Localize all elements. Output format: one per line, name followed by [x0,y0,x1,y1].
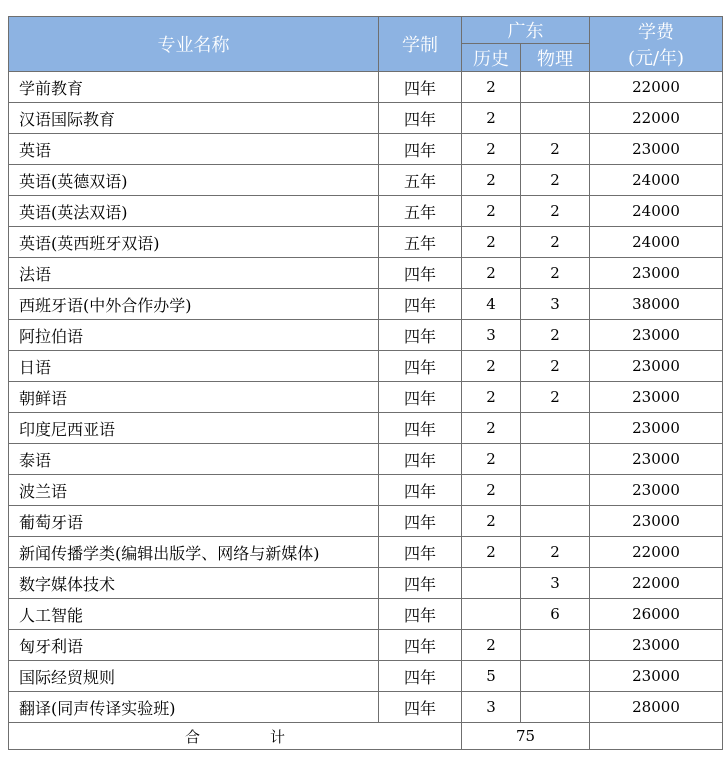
major-name-cell: 英语(英德双语) [9,165,379,196]
duration-cell: 四年 [379,72,462,103]
total-fee-empty [590,723,723,750]
duration-cell: 四年 [379,382,462,413]
header-history: 历史 [462,44,521,72]
fee-cell: 26000 [590,599,723,630]
enrollment-plan-table [8,16,723,750]
major-name-cell: 翻译(同声传译实验班) [9,692,379,723]
table-row [9,227,723,258]
table-row [9,196,723,227]
physics-quota-cell: 2 [521,165,590,196]
major-name-cell: 葡萄牙语 [9,506,379,537]
duration-cell: 四年 [379,134,462,165]
table-header [9,17,723,72]
table-row [9,475,723,506]
table-row [9,289,723,320]
history-quota-cell: 2 [462,537,521,568]
duration-cell: 四年 [379,630,462,661]
history-quota-cell: 2 [462,196,521,227]
history-quota-cell: 2 [462,382,521,413]
fee-cell: 23000 [590,506,723,537]
major-name-cell: 英语 [9,134,379,165]
history-quota-cell: 2 [462,630,521,661]
duration-cell: 五年 [379,227,462,258]
duration-cell: 四年 [379,103,462,134]
duration-cell: 四年 [379,413,462,444]
table-row [9,351,723,382]
history-quota-cell: 2 [462,475,521,506]
major-name-cell: 阿拉伯语 [9,320,379,351]
history-quota-cell: 2 [462,258,521,289]
physics-quota-cell: 2 [521,258,590,289]
fee-cell: 22000 [590,103,723,134]
physics-quota-cell: 2 [521,134,590,165]
duration-cell: 四年 [379,475,462,506]
duration-cell: 四年 [379,258,462,289]
physics-quota-cell [521,692,590,723]
major-name-cell: 朝鲜语 [9,382,379,413]
duration-cell: 四年 [379,320,462,351]
physics-quota-cell: 6 [521,599,590,630]
physics-quota-cell [521,413,590,444]
history-quota-cell [462,599,521,630]
table-row [9,103,723,134]
physics-quota-cell [521,630,590,661]
major-name-cell: 汉语国际教育 [9,103,379,134]
physics-quota-cell: 2 [521,320,590,351]
major-name-cell: 匈牙利语 [9,630,379,661]
table-row [9,258,723,289]
table-row [9,599,723,630]
major-name-cell: 学前教育 [9,72,379,103]
fee-cell: 23000 [590,382,723,413]
table-row [9,320,723,351]
table-row [9,72,723,103]
header-physics: 物理 [521,44,590,72]
physics-quota-cell [521,475,590,506]
history-quota-cell: 2 [462,506,521,537]
table-footer [9,723,723,750]
table-row [9,506,723,537]
physics-quota-cell: 2 [521,537,590,568]
history-quota-cell: 3 [462,320,521,351]
duration-cell: 四年 [379,599,462,630]
physics-quota-cell [521,506,590,537]
header-major: 专业名称 [9,17,379,72]
total-label-b: 计 [270,727,286,746]
table-row [9,382,723,413]
fee-cell: 28000 [590,692,723,723]
fee-cell: 23000 [590,134,723,165]
fee-cell: 24000 [590,227,723,258]
physics-quota-cell [521,661,590,692]
major-name-cell: 新闻传播学类(编辑出版学、网络与新媒体) [9,537,379,568]
header-province: 广东 [462,17,590,44]
fee-cell: 23000 [590,630,723,661]
history-quota-cell: 4 [462,289,521,320]
fee-cell: 23000 [590,661,723,692]
duration-cell: 四年 [379,568,462,599]
table-row [9,444,723,475]
physics-quota-cell: 3 [521,289,590,320]
duration-cell: 四年 [379,289,462,320]
major-name-cell: 人工智能 [9,599,379,630]
fee-cell: 22000 [590,72,723,103]
table-row [9,661,723,692]
fee-cell: 24000 [590,165,723,196]
major-name-cell: 国际经贸规则 [9,661,379,692]
history-quota-cell: 2 [462,444,521,475]
physics-quota-cell: 2 [521,196,590,227]
total-label-a: 合 [184,727,200,746]
table-row [9,165,723,196]
header-fee-line1: 学费 [638,22,674,43]
physics-quota-cell: 2 [521,227,590,258]
history-quota-cell [462,568,521,599]
header-fee-line2: (元/年) [627,48,685,69]
fee-cell: 24000 [590,196,723,227]
physics-quota-cell [521,72,590,103]
table-body [9,72,723,723]
total-label [9,723,462,750]
table-row [9,413,723,444]
history-quota-cell: 2 [462,227,521,258]
table-row [9,630,723,661]
major-name-cell: 印度尼西亚语 [9,413,379,444]
history-quota-cell: 2 [462,351,521,382]
duration-cell: 五年 [379,165,462,196]
fee-cell: 22000 [590,537,723,568]
header-fee [590,17,723,72]
header-duration: 学制 [379,17,462,72]
fee-cell: 38000 [590,289,723,320]
physics-quota-cell: 2 [521,382,590,413]
fee-cell: 23000 [590,475,723,506]
major-name-cell: 波兰语 [9,475,379,506]
history-quota-cell: 2 [462,165,521,196]
major-name-cell: 法语 [9,258,379,289]
duration-cell: 四年 [379,351,462,382]
table-row [9,692,723,723]
duration-cell: 四年 [379,692,462,723]
history-quota-cell: 5 [462,661,521,692]
history-quota-cell: 2 [462,103,521,134]
major-name-cell: 西班牙语(中外合作办学) [9,289,379,320]
fee-cell: 23000 [590,258,723,289]
major-name-cell: 日语 [9,351,379,382]
fee-cell: 23000 [590,351,723,382]
physics-quota-cell [521,444,590,475]
physics-quota-cell: 3 [521,568,590,599]
total-value: 75 [462,723,590,750]
duration-cell: 四年 [379,444,462,475]
duration-cell: 四年 [379,506,462,537]
history-quota-cell: 2 [462,134,521,165]
total-row [9,723,723,750]
table-row [9,537,723,568]
enrollment-plan-table-wrapper [8,16,723,750]
fee-cell: 22000 [590,568,723,599]
major-name-cell: 英语(英法双语) [9,196,379,227]
physics-quota-cell [521,103,590,134]
fee-cell: 23000 [590,444,723,475]
duration-cell: 五年 [379,196,462,227]
table-row [9,568,723,599]
history-quota-cell: 2 [462,413,521,444]
physics-quota-cell: 2 [521,351,590,382]
major-name-cell: 数字媒体技术 [9,568,379,599]
history-quota-cell: 3 [462,692,521,723]
duration-cell: 四年 [379,661,462,692]
major-name-cell: 英语(英西班牙双语) [9,227,379,258]
duration-cell: 四年 [379,537,462,568]
major-name-cell: 泰语 [9,444,379,475]
table-row [9,134,723,165]
fee-cell: 23000 [590,413,723,444]
fee-cell: 23000 [590,320,723,351]
history-quota-cell: 2 [462,72,521,103]
